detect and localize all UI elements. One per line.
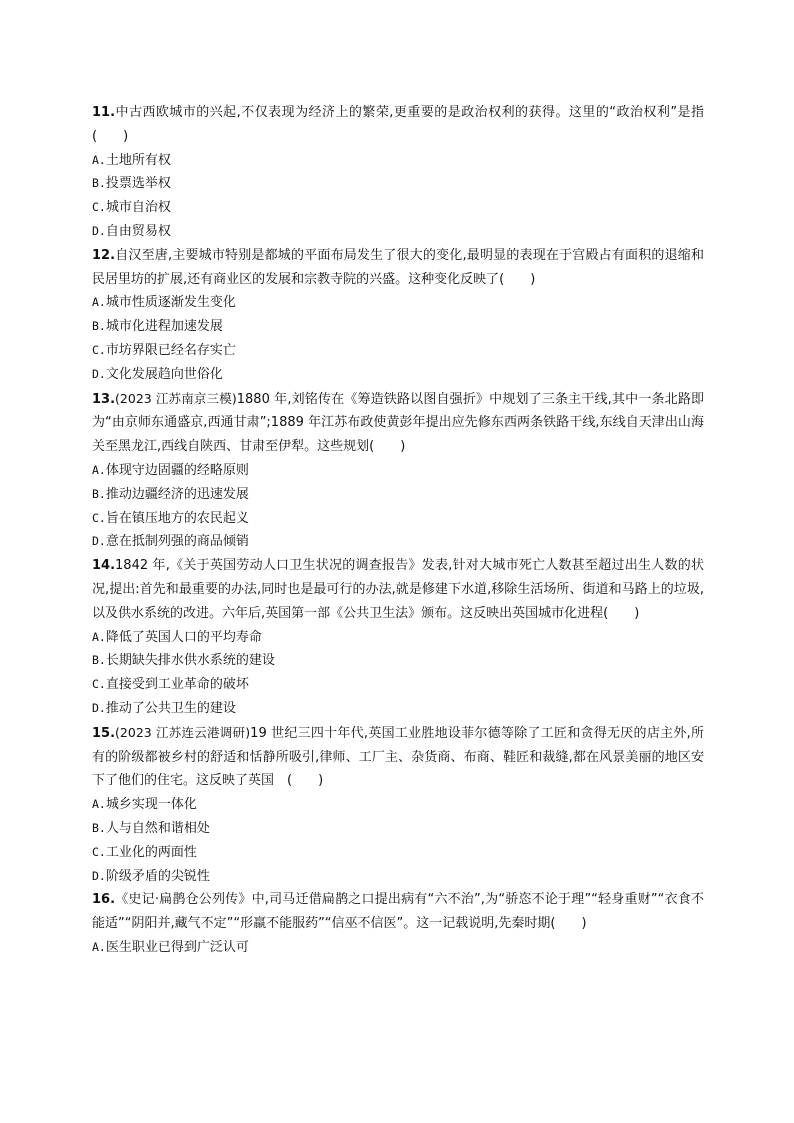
answer-option <box>92 936 704 960</box>
option-letter: D. <box>92 223 106 238</box>
option-letter: D. <box>92 868 106 883</box>
question-stem <box>92 101 704 149</box>
option-letter: B. <box>92 319 106 334</box>
option-text: 推动了公共卫生的建设 <box>105 700 236 716</box>
option-text: 长期缺失排水供水系统的建设 <box>105 653 275 669</box>
answer-option <box>92 291 704 315</box>
question-number: 15. <box>92 725 116 741</box>
option-letter: C. <box>92 844 106 859</box>
option-text: 医生职业已得到广泛认可 <box>105 939 249 955</box>
question-stem <box>92 244 704 292</box>
question-text: 1842 年,《关于英国劳动人口卫生状况的调查报告》发表,针对大城市死亡人数甚至超过出生人数的状况,提出:首先和最重要的办法,同时也是最可行的办法,就是修建下水道,移除生活场所、街道和马路上的垃圾,以及供水系统的改进。六年后,英国第一部《公共卫生法》颁布。这反映出英国城市化进程( ) <box>92 558 704 621</box>
answer-option <box>92 649 704 673</box>
answer-option <box>92 865 704 889</box>
answer-option <box>92 673 704 697</box>
option-letter: A. <box>92 462 106 477</box>
question-number: 13. <box>92 391 116 407</box>
option-text: 市坊界限已经名存实亡 <box>105 342 236 358</box>
option-text: 工业化的两面性 <box>105 844 197 860</box>
answer-option <box>92 172 704 196</box>
option-letter: D. <box>92 534 106 549</box>
option-letter: A. <box>92 295 106 310</box>
option-letter: B. <box>92 176 106 191</box>
answer-option <box>92 220 704 244</box>
question-number: 12. <box>92 247 116 263</box>
answer-option <box>92 530 704 554</box>
answer-option <box>92 841 704 865</box>
option-letter: A. <box>92 629 106 644</box>
answer-option <box>92 697 704 721</box>
question-text: 1880 年,刘铭传在《筹造铁路以图自强折》中规划了三条主干线,其中一条北路即为“由京师东通盛京,西通甘肃”;1889 年江苏布政使黄彭年提出应先修东西两条铁路干线,东线自天津出山海关至黑龙江,西线自陕西、甘肃至伊犁。这些规划( ) <box>92 391 705 455</box>
option-text: 土地所有权 <box>105 152 171 168</box>
question-source: (2023 江苏南京三模) <box>115 390 237 406</box>
question-page <box>92 101 704 960</box>
question-number: 11. <box>92 105 116 120</box>
option-letter: C. <box>92 342 106 357</box>
option-letter: D. <box>92 366 106 381</box>
option-text: 城市化进程加速发展 <box>105 319 223 335</box>
question-4 <box>92 721 704 889</box>
question-number: 16. <box>92 892 116 908</box>
option-text: 城市自治权 <box>105 200 171 216</box>
option-letter: C. <box>92 200 106 215</box>
option-text: 人与自然和谐相处 <box>105 820 210 836</box>
option-letter: A. <box>92 797 106 812</box>
option-text: 阶级矛盾的尖锐性 <box>105 868 210 884</box>
answer-option <box>92 363 704 387</box>
option-text: 降低了英国人口的平均寿命 <box>105 629 262 645</box>
answer-option <box>92 507 704 531</box>
question-number: 14. <box>92 558 116 574</box>
option-letter: A. <box>92 939 106 954</box>
question-stem <box>92 387 704 459</box>
question-5 <box>92 888 704 959</box>
question-0 <box>92 101 704 244</box>
answer-option <box>92 459 704 483</box>
answer-option <box>92 626 704 650</box>
question-2 <box>92 387 704 555</box>
option-text: 城乡实现一体化 <box>105 797 197 813</box>
option-letter: D. <box>92 700 106 715</box>
option-text: 体现守边固疆的经略原则 <box>105 462 249 478</box>
answer-option <box>92 315 704 339</box>
answer-option <box>92 339 704 363</box>
option-letter: C. <box>92 677 106 692</box>
option-text: 投票选举权 <box>105 176 171 192</box>
answer-option <box>92 483 704 507</box>
question-source: (2023 江苏连云港调研) <box>115 724 251 740</box>
option-text: 旨在镇压地方的农民起义 <box>105 510 249 526</box>
question-text: 中古西欧城市的兴起,不仅表现为经济上的繁荣,更重要的是政治权利的获得。这里的“政治权利”是指( ) <box>92 105 704 144</box>
answer-option <box>92 817 704 841</box>
option-text: 推动边疆经济的迅速发展 <box>105 486 249 502</box>
option-text: 直接受到工业革命的破坏 <box>105 677 249 693</box>
option-letter: B. <box>92 653 106 668</box>
answer-option <box>92 149 704 173</box>
option-letter: B. <box>92 486 106 501</box>
question-text: 《史记·扁鹊仓公列传》中,司马迁借扁鹊之口提出病有“六不治”,为“骄恣不论于理”“轻身重财”“衣食不能适”“阴阳并,藏气不定”“形羸不能服药”“信巫不信医”。这一记载说明,先秦时期( ) <box>92 892 704 932</box>
option-letter: A. <box>92 152 106 167</box>
option-text: 城市性质逐渐发生变化 <box>105 295 236 311</box>
question-1 <box>92 244 704 387</box>
option-text: 文化发展趋向世俗化 <box>105 366 223 382</box>
answer-option <box>92 793 704 817</box>
question-stem <box>92 554 704 625</box>
option-letter: C. <box>92 510 106 525</box>
option-text: 意在抵制列强的商品倾销 <box>105 534 249 550</box>
question-stem <box>92 721 704 793</box>
question-text: 19 世纪三四十年代,英国工业胜地设菲尔德等除了工匠和贪得无厌的店主外,所有的阶级都被乡村的舒适和恬静所吸引,律师、工厂主、杂货商、布商、鞋匠和裁缝,都在风景美丽的地区安下了他们的住宅。这反映了英国 ( ) <box>92 725 704 789</box>
option-text: 自由贸易权 <box>105 223 171 239</box>
question-text: 自汉至唐,主要城市特别是都城的平面布局发生了很大的变化,最明显的表现在于宫殿占有面积的退缩和民居里坊的扩展,还有商业区的发展和宗教寺院的兴盛。这种变化反映了( ) <box>92 247 704 287</box>
question-3 <box>92 554 704 721</box>
option-letter: B. <box>92 820 106 835</box>
question-stem <box>92 888 704 936</box>
answer-option <box>92 196 704 220</box>
